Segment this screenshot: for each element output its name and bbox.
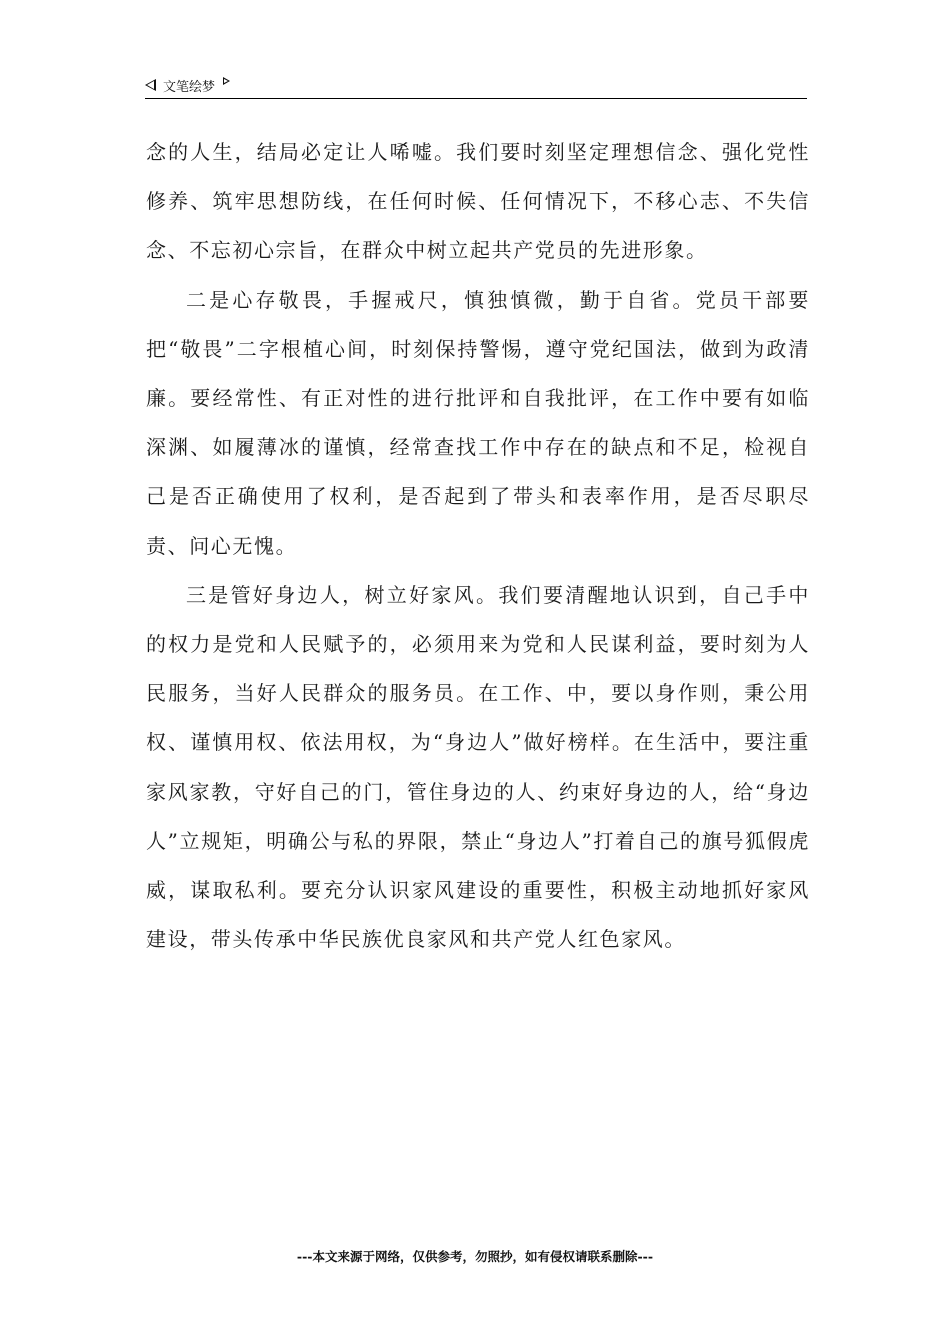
triangle-right-icon (223, 77, 230, 85)
header-title: 文笔绘梦 (163, 79, 216, 95)
paragraph-continued: 念的人生，结局必定让人唏嘘。我们要时刻坚定理想信念、强化党性修养、筑牢思想防线，在任何时候、任何情况下，不移心志、不失信念、不忘初心宗旨，在群众中树立起共产党员的先进形象。 (146, 140, 810, 263)
paragraph-point-three: 三是管好身边人，树立好家风。我们要清醒地认识到，自己手中的权力是党和人民赋予的，必须用来为党和人民谋利益，要时刻为人民服务，当好人民群众的服务员。在工作、中，要以身作则，秉公用权、谨慎用权、依法用权，为“身边人”做好榜样。在生活中，要注重家风家教，守好自己的门，管住身边的人、约束好身边的人，给“身边人”立规矩，明确公与私的界限，禁止“身边人”打着自己的旗号狐假虎威，谋取私利。要充分认识家风建设的重要性，积极主动地抓好家风建设，带头传承中华民族优良家风和共产党人红色家风。 (146, 582, 810, 952)
triangle-left-icon (145, 79, 156, 91)
paragraph-point-two: 二是心存敬畏，手握戒尺，慎独慎微，勤于自省。党员干部要把“敬畏”二字根植心间，时刻保持警惕，遵守党纪国法，做到为政清廉。要经常性、有正对性的进行批评和自我批评，在工作中要有如临深渊、如履薄冰的谨慎，经常查找工作中存在的缺点和不足，检视自己是否正确使用了权利，是否起到了带头和表率作用，是否尽职尽责、问心无愧。 (146, 287, 810, 558)
page-footer-disclaimer: ---本文来源于网络，仅供参考，勿照抄，如有侵权请联系删除--- (296, 1249, 654, 1264)
document-body (146, 128, 810, 964)
page-header (145, 72, 807, 99)
